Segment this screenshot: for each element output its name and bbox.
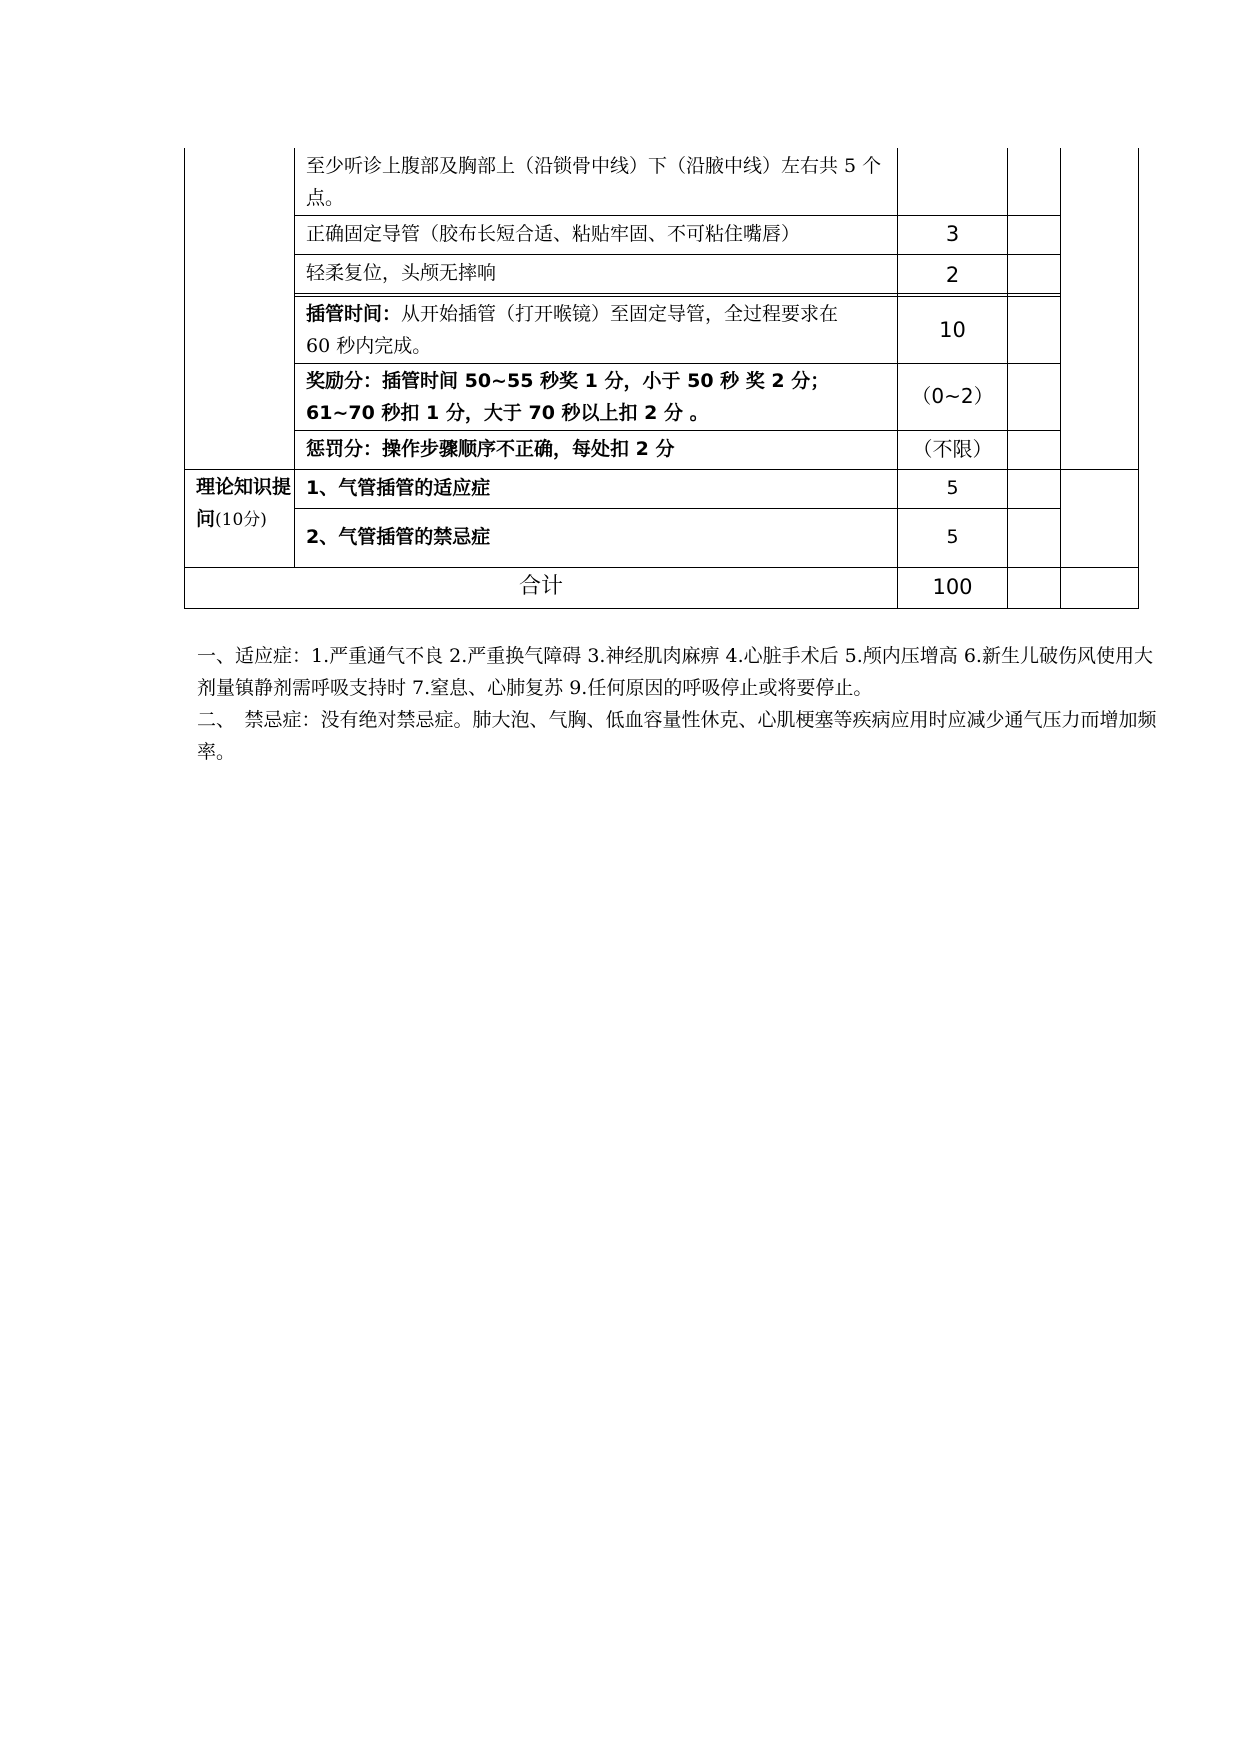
total-label: 合计 bbox=[518, 574, 563, 599]
table-cell-score: （不限） bbox=[912, 437, 993, 461]
table-border bbox=[294, 363, 1061, 364]
table-border bbox=[1138, 148, 1139, 609]
table-border bbox=[294, 430, 1061, 431]
total-score: 100 bbox=[932, 575, 973, 599]
contraindications-note: 二、 禁忌症：没有绝对禁忌症。肺大泡、气胸、低血容量性休克、心肌梗塞等疾病应用时应减少通气压力而增加频率。 bbox=[197, 709, 1157, 763]
table-border bbox=[1060, 148, 1061, 609]
table-border bbox=[294, 296, 1061, 297]
theory-item: 1、气管插管的适应症 bbox=[306, 477, 491, 499]
table-cell-content: 至少听诊上腹部及胸部上（沿锁骨中线）下（沿腋中线）左右共 5 个点。 bbox=[306, 155, 882, 209]
intubation-time-text: 从开始插管（打开喉镜）至固定导管，全过程要求在 60 秒内完成。 bbox=[306, 303, 896, 357]
table-cell-content: 奖励分：插管时间 50~55 秒奖 1 分，小于 50 秒 奖 2 分；61~70 秒扣 1 分，大于 70 秒以上扣 2 分 。 bbox=[306, 370, 830, 424]
table-cell-score: 3 bbox=[945, 222, 960, 246]
table-border bbox=[294, 508, 1061, 509]
table-border bbox=[294, 148, 295, 568]
intubation-time-label: 插管时间： bbox=[306, 303, 402, 325]
table-border bbox=[1007, 148, 1008, 609]
theory-item: 2、气管插管的禁忌症 bbox=[306, 526, 491, 548]
theory-item-score: 5 bbox=[946, 477, 959, 499]
table-border bbox=[294, 254, 1061, 255]
theory-item-score: 5 bbox=[946, 526, 959, 548]
table-border bbox=[184, 567, 1139, 568]
table-border bbox=[184, 608, 1139, 609]
table-cell-content: 正确固定导管（胶布长短合适、粘贴牢固、不可粘住嘴唇） bbox=[306, 223, 801, 245]
theory-category-label: 理论知识提问 bbox=[196, 476, 292, 530]
table-cell-content bbox=[306, 298, 896, 362]
table-cell-score: 10 bbox=[939, 318, 966, 342]
table-border bbox=[184, 469, 1139, 470]
table-cell-score: 2 bbox=[945, 263, 960, 287]
table-cell-content: 惩罚分：操作步骤顺序不正确，每处扣 2 分 bbox=[306, 438, 675, 460]
table-cell-content: 轻柔复位，头颅无摔响 bbox=[306, 262, 497, 284]
table-border bbox=[294, 215, 1061, 216]
table-cell-score: （0~2） bbox=[911, 384, 994, 408]
theory-category-points: (10分) bbox=[215, 510, 267, 530]
table-border bbox=[294, 293, 1061, 294]
theory-category bbox=[196, 471, 292, 536]
indications-note: 一、适应症：1.严重通气不良 2.严重换气障碍 3.神经肌肉麻痹 4.心脏手术后 5.颅内压增高 6.新生儿破伤风使用大剂量镇静剂需呼吸支持时 7.窒息、心肺复苏 9.任何原因的呼吸停止或将要停止。 bbox=[197, 645, 1153, 699]
table-border bbox=[184, 148, 185, 609]
